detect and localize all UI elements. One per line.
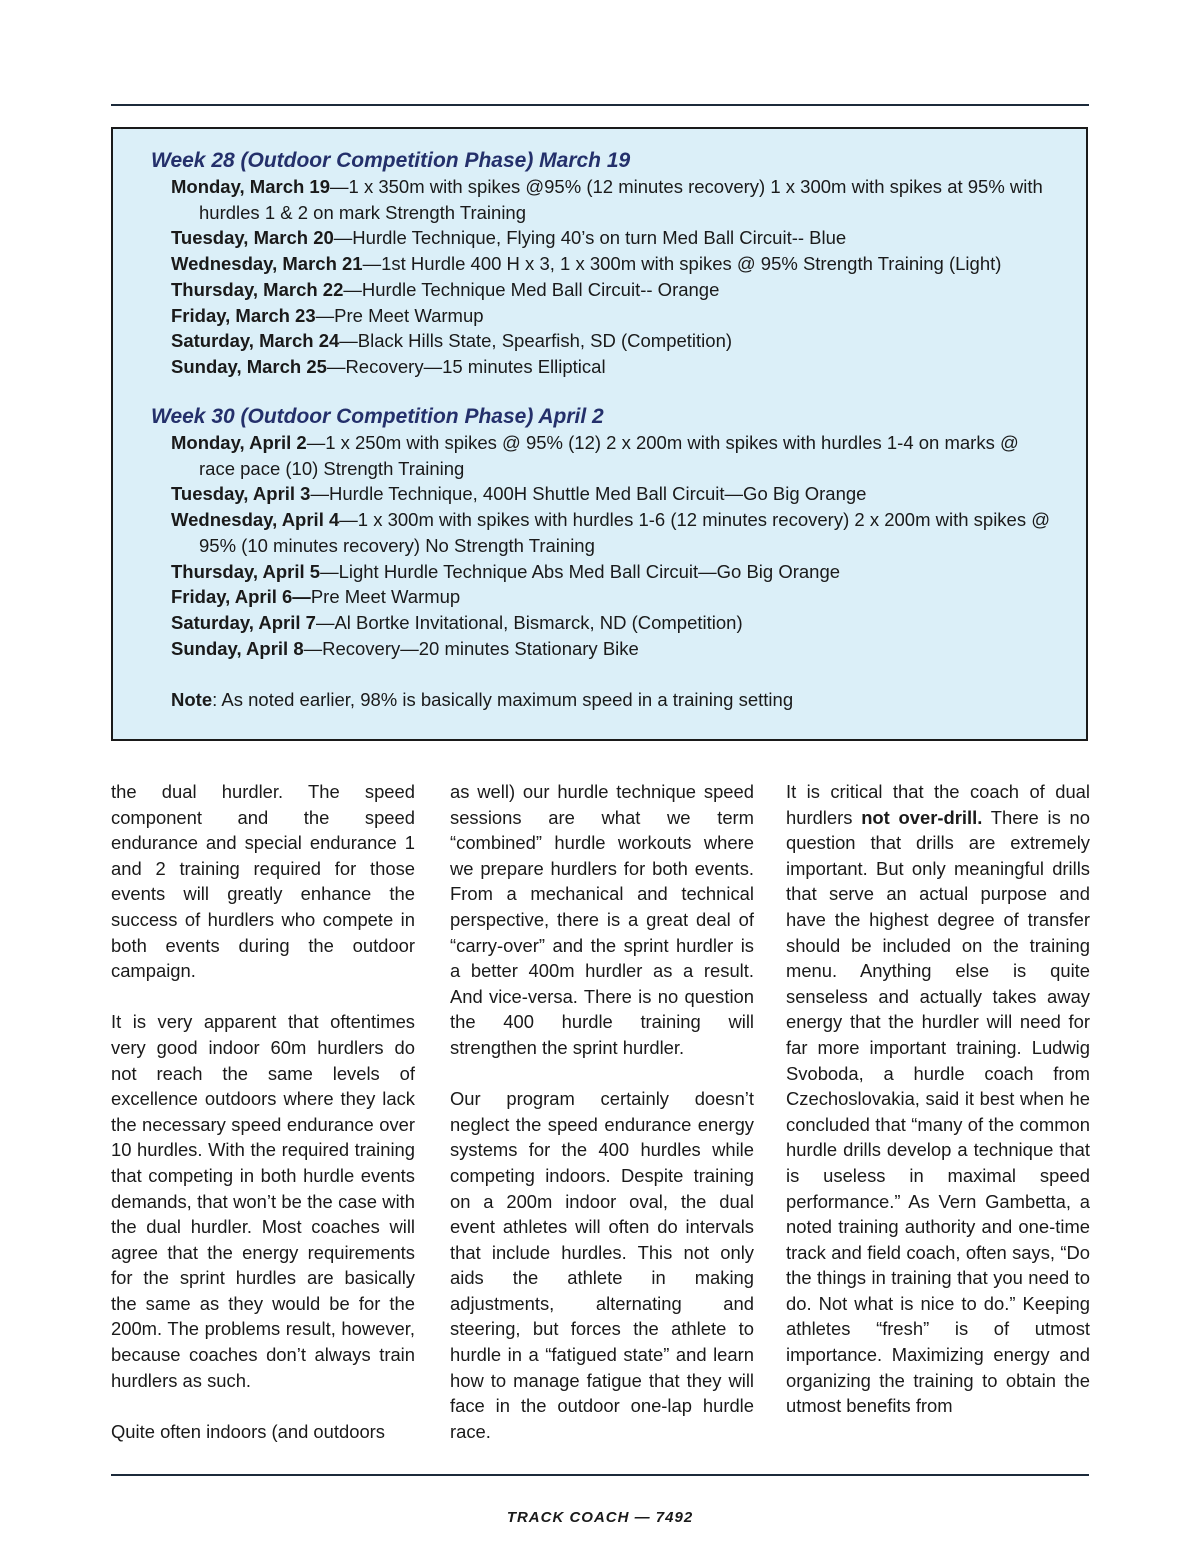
week-30-day-list	[171, 430, 1051, 661]
schedule-day	[171, 559, 1051, 585]
paragraph-text: There is no question that drills are extremely important. But only meaningful drills that serve an actual purpose and have the highest degree of transfer should be included on the training menu. Anything else is quite senseless and actually takes away energy that the hurdler will need for far more important training. Ludwig Svoboda, a hurdle coach from Czechoslovakia, said it best when he concluded that “many of the common hurdle drills develop a technique that is useless in maximal speed performance.” As Vern Gambetta, a noted training authority and one-time track and field coach, often says, “Do the things in training that you need to do. Not what is nice to do.” Keeping athletes “fresh” is of utmost importance. Maximizing energy and organizing the training to obtain the utmost benefits from	[786, 806, 1090, 1417]
day-name: Saturday, April 7	[171, 611, 316, 633]
day-detail: —Recovery—15 minutes Elliptical	[326, 355, 606, 377]
text-column-3	[786, 779, 1090, 1419]
bottom-rule	[111, 1474, 1089, 1476]
day-detail: —1 x 350m with spikes @95% (12 minutes recovery) 1 x 300m with spikes at 95% with hurdles 1 & 2 on mark Strength Training	[199, 176, 1043, 223]
paragraph: It is very apparent that oftentimes very good indoor 60m hurdlers do not reach the same levels of excellence outdoors where they lack the necessary speed endurance over 10 hurdles. With the required training that competing in both hurdle events demands, that won’t be the case with the dual hurdler. Most coaches will agree that the energy requirements for the sprint hurdles are basically the same as they would be for the 200m. The problems result, however, because coaches don’t always train hurdlers as such.	[111, 1011, 415, 1391]
day-name: Thursday, March 22	[171, 278, 344, 300]
text-column-1	[111, 779, 415, 1444]
paragraph: as well) our hurdle technique speed sessions are what we term “combined” hurdle workouts where we prepare hurdlers for both events. From a mechanical and technical perspective, there is a great deal of “carry-over” and the sprint hurdler is a better 400m hurdler as a result. And vice-versa. There is no question the 400 hurdle training will strengthen the sprint hurdler.	[450, 781, 754, 1058]
day-detail: —Hurdle Technique, 400H Shuttle Med Ball Circuit—Go Big Orange	[310, 483, 867, 505]
schedule-day	[171, 636, 1051, 662]
day-detail: —Hurdle Technique, Flying 40’s on turn Med Ball Circuit-- Blue	[333, 227, 847, 249]
schedule-day	[171, 507, 1051, 558]
schedule-day	[171, 251, 1051, 277]
schedule-day	[171, 610, 1051, 636]
note-label: Note	[171, 689, 213, 710]
day-name: Thursday, April 5	[171, 560, 321, 582]
paragraph: Our program certainly doesn’t neglect the speed endurance energy systems for the 400 hurdles while competing indoors. Despite training on a 200m indoor oval, the dual event athletes will often do intervals that include hurdles. This not only aids the athlete in making adjustments, alternating and steering, but forces the athlete to hurdle in a “fatigued state” and learn how to manage fatigue that they will face in the outdoor one-lap hurdle race.	[450, 1088, 754, 1442]
day-name: Tuesday, April 3	[171, 483, 311, 505]
day-name: Sunday, April 8	[171, 637, 304, 659]
day-name: Friday, March 23	[171, 304, 316, 326]
day-detail: —Black Hills State, Spearfish, SD (Competition)	[339, 330, 733, 352]
day-name: Monday, March 19	[171, 176, 331, 197]
week-30-heading: Week 30 (Outdoor Competition Phase) April 2	[151, 405, 604, 428]
schedule-day	[171, 174, 1051, 225]
day-detail: Pre Meet Warmup	[310, 586, 461, 608]
training-schedule-box	[111, 127, 1088, 741]
schedule-day	[171, 225, 1051, 251]
schedule-day	[171, 430, 1051, 481]
note-text: : As noted earlier, 98% is basically maximum speed in a training setting	[212, 689, 794, 710]
week-28-day-list	[171, 174, 1051, 380]
day-name: Monday, April 2	[171, 432, 307, 453]
day-detail: —Al Bortke Invitational, Bismarck, ND (Competition)	[315, 611, 743, 633]
text-column-2	[450, 779, 754, 1444]
week-28-heading: Week 28 (Outdoor Competition Phase) March 19	[151, 149, 631, 172]
day-name: Tuesday, March 20	[171, 227, 334, 249]
schedule-note	[171, 687, 1051, 713]
schedule-day	[171, 481, 1051, 507]
day-name: Wednesday, March 21	[171, 253, 363, 275]
day-name: Friday, April 6—	[171, 586, 311, 608]
schedule-day	[171, 303, 1051, 329]
day-detail: —Recovery—20 minutes Stationary Bike	[303, 637, 639, 659]
emphasis-text: not over-drill.	[861, 806, 983, 828]
day-detail: —1 x 250m with spikes @ 95% (12) 2 x 200m with spikes with hurdles 1-4 on marks @ race pace (10) Strength Training	[199, 432, 1019, 479]
day-detail: —Hurdle Technique Med Ball Circuit-- Orange	[343, 278, 720, 300]
day-detail: —Light Hurdle Technique Abs Med Ball Circuit—Go Big Orange	[320, 560, 841, 582]
paragraph: Quite often indoors (and outdoors	[111, 1420, 385, 1442]
schedule-day	[171, 328, 1051, 354]
day-detail: —1 x 300m with spikes with hurdles 1-6 (12 minutes recovery) 2 x 200m with spikes @ 95% (10 minutes recovery) No Strength Training	[199, 509, 1051, 556]
schedule-day	[171, 354, 1051, 380]
schedule-day	[171, 277, 1051, 303]
page-footer: TRACK COACH — 7492	[506, 1509, 694, 1526]
day-name: Saturday, March 24	[171, 330, 340, 352]
day-detail: —1st Hurdle 400 H x 3, 1 x 300m with spikes @ 95% Strength Training (Light)	[362, 253, 1002, 275]
day-name: Wednesday, April 4	[171, 509, 340, 531]
paragraph	[786, 779, 1090, 1419]
day-name: Sunday, March 25	[171, 355, 327, 377]
day-detail: —Pre Meet Warmup	[315, 304, 484, 326]
schedule-day	[171, 584, 1051, 610]
paragraph-text: It is critical that the coach of dual hurdlers	[786, 781, 1090, 828]
paragraph: the dual hurdler. The speed component and the speed endurance and special endurance 1 and 2 training required for those events will greatly enhance the success of hurdlers who compete in both events during the outdoor campaign.	[111, 781, 415, 982]
top-rule	[111, 104, 1089, 106]
